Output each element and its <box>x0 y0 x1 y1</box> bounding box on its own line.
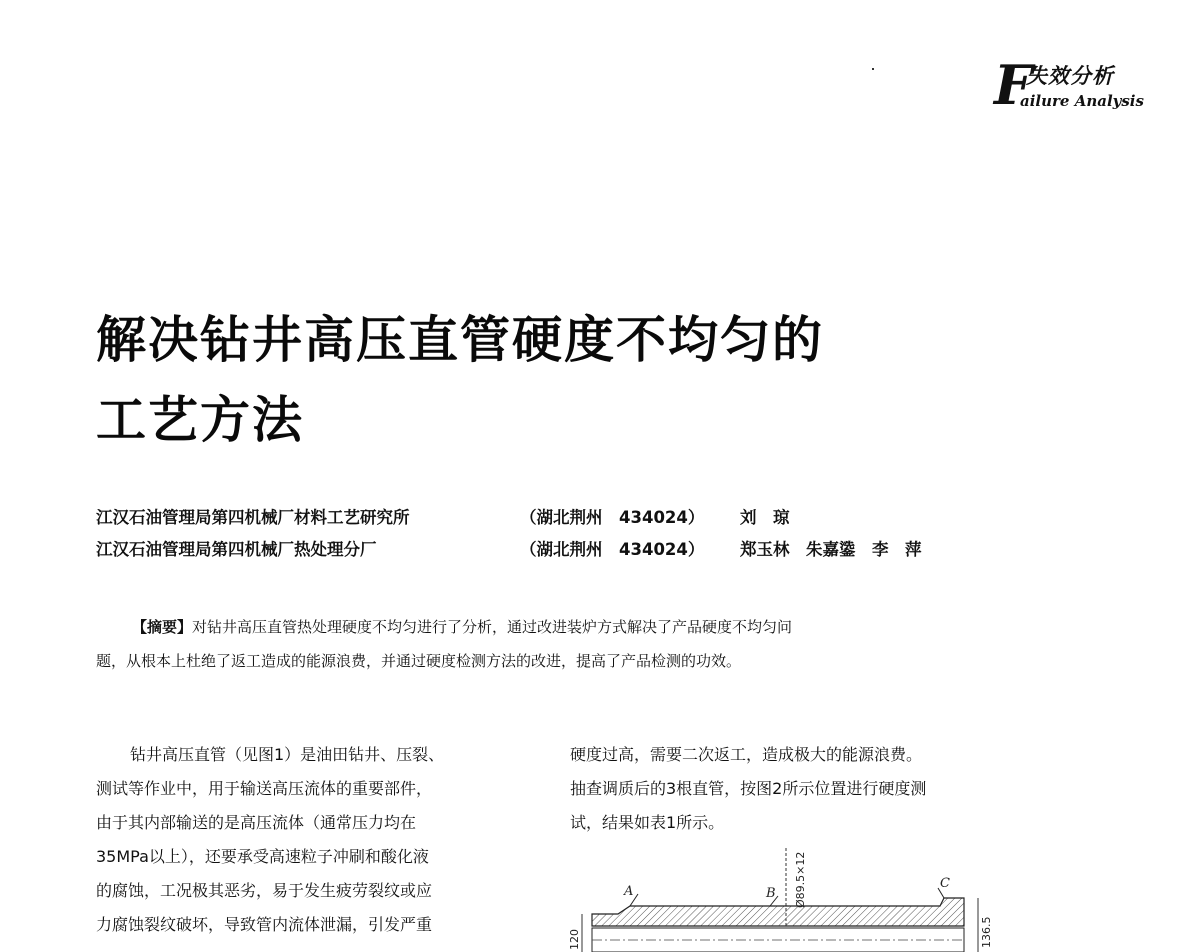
affiliation-org: 江汉石油管理局第四机械厂热处理分厂 <box>96 540 377 559</box>
dimension-outer-diameter: Ø89.5×12 <box>794 851 807 908</box>
affiliation-authors: 郑玉林 朱嘉鍌 李 萍 <box>740 540 922 559</box>
body-column-right <box>570 738 1010 840</box>
section-label-a: A <box>624 884 634 899</box>
affiliation-org: 江汉石油管理局第四机械厂材料工艺研究所 <box>96 508 410 527</box>
abstract-line <box>96 610 1000 644</box>
article-title-line-2: 工艺方法 <box>96 391 304 449</box>
body-line: 试，结果如表1所示。 <box>570 813 725 832</box>
pipe-upper-wall <box>592 898 964 926</box>
pipe-technical-drawing <box>560 840 1000 952</box>
body-line: 的腐蚀，工况极其恶劣，易于发生疲劳裂纹或应 <box>96 881 433 900</box>
speck <box>872 68 874 70</box>
abstract-tag: 【摘要】 <box>132 618 193 636</box>
abstract-line: 题，从根本上杜绝了返工造成的能源浪费，并通过硬度检测方法的改进，提高了产品检测的功效。 <box>96 652 742 670</box>
section-label-b: B <box>766 886 776 901</box>
journal-section-logo <box>994 53 1144 117</box>
body-line: 抽查调质后的3根直管，按图2所示位置进行硬度测 <box>570 779 927 798</box>
body-line: 硬度过高，需要二次返工，造成极大的能源浪费。 <box>570 745 923 764</box>
article-title <box>96 300 824 460</box>
dimension-right: 136.5 <box>980 916 993 948</box>
logo-letter: F <box>994 53 1033 117</box>
body-line: 钻井高压直管（见图1）是油田钻井、压裂、 <box>130 745 445 764</box>
section-label-c: C <box>940 876 950 891</box>
abstract <box>96 610 1000 678</box>
abstract-text: 对钻井高压直管热处理硬度不均匀进行了分析，通过改进装炉方式解决了产品硬度不均匀问 <box>192 618 793 636</box>
logo-chinese-text: 失效分析 <box>1026 64 1114 88</box>
logo-english-text: ailure Analysis <box>1020 92 1144 110</box>
body-line: 35MPa以上），还要承受高速粒子冲刷和酸化液 <box>96 847 429 866</box>
affiliation-location: （湖北荆州 434024） <box>520 540 705 559</box>
dimension-left: 120 <box>568 929 581 950</box>
body-line: 力腐蚀裂纹破坏，导致管内流体泄漏，引发严重 <box>96 915 433 934</box>
body-line: 由于其内部输送的是高压流体（通常压力均在 <box>96 813 417 832</box>
article-title-line-1: 解决钻井高压直管硬度不均匀的 <box>96 311 824 369</box>
affiliation-authors: 刘 琼 <box>740 508 790 527</box>
affiliation-location: （湖北荆州 434024） <box>520 508 705 527</box>
body-column-left <box>96 738 536 942</box>
body-line: 测试等作业中，用于输送高压流体的重要部件， <box>96 779 433 798</box>
